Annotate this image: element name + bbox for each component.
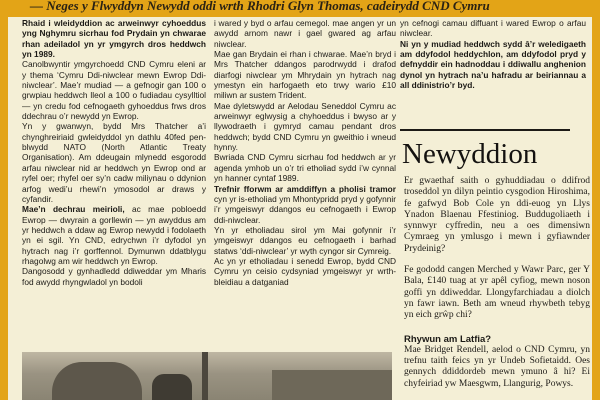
photo-post-shape xyxy=(202,352,208,400)
news-section-title: Newyddion xyxy=(402,138,538,170)
article-paragraph xyxy=(22,204,206,266)
article-paragraph: Canolbwyntir ymgyrchoedd CND Cymru eleni ar y thema ‘Cymru Ddi-niwclear mewn Ewrop Ddi-niwclear’. Mae’r mudiad — a gefnogir gan 100 o grwpiau heddwch lleol a 100 o fudiadau cysylltiol — yn credu fod cefnogaeth gyhoeddus frws dros ddechrau o’r newydd yn Ewrop. xyxy=(22,59,206,122)
article-closing-statement: Ni yn y mudiad heddwch sydd â’r weledigaeth am ddyfodol heddychlon, am ddyfodol pryd y defnyddir ein hadnoddau i ddiwallu anghenion dynol yn hytrach na’u hafradu ar beiriannau a all ddinistrio’r byd. xyxy=(400,38,586,91)
paragraph-continuation: cyn yr is-etholiad ym Mhontypridd pryd y gofynnir i’r ymgeiswyr ddangos eu cefnogaeth i Ewrop ddi-niwclear. xyxy=(214,193,396,225)
article-paragraph: i wared y byd o arfau cemegol. mae angen yr un awydd arnom nawr i gael gwared ag arfau niwclear. xyxy=(214,18,396,49)
article-paragraph: Yn yr etholiadau sirol ym Mai gofynnir i’r ymgeiswyr ddangos eu cefnogaeth i barhad statws ‘ddi-niwclear’ yr wyth cyngor sir Cymreig. xyxy=(214,224,396,256)
newspaper-page xyxy=(8,0,592,400)
article-paragraph: Mae dyletswydd ar Aelodau Seneddol Cymru ac arweinwyr eglwysig a chyhoeddus i bwyso ar y llywodraeth i gymryd camau pendant dros heddwch; bydd CND Cymru yn gweithio i wneud hynny. xyxy=(214,100,396,153)
news-item: Fe gododd cangen Merched y Wawr Parc, ger Y Bala, £140 tuag at yr apêl cyfiog, mewn noson goffi yn ddiweddar. Llongyfarchiadau a diolch yn fawr iawn. Beth am wneud rhywbeth tebyg yn eich grŵp chi? xyxy=(404,265,590,321)
inline-bold-phrase: Trefnir fforwm ar amddiffyn a pholisi tramor xyxy=(214,183,396,194)
photo xyxy=(22,352,392,400)
article-column-3 xyxy=(400,18,586,126)
article-paragraph: Bwriada CND Cymru sicrhau fod heddwch ar yr agenda ymhob un o’r tri etholiad sydd i’w cynnal yn hanner cyntaf 1989. xyxy=(214,152,396,184)
article-column-1 xyxy=(22,18,206,345)
article-paragraph: Mae gan Brydain ei rhan i chwarae. Mae’n bryd i Mrs Thatcher ddangos parodrwydd i drafod diarfogi niwclear ym Mhrydain yn hytrach nag ymestyn ein harfogaeth eto trwy wario £10 miliwn ar sustem Trident. xyxy=(214,49,396,101)
news-item: Mae Bridget Rendell, aelod o CND Cymru, yn trefnu taith feics yn yr Undeb Sofietaidd. Oes gennych ddiddordeb mewn ymuno â hi? Ei chyfeiriad yw Maesgwm, Llangurig, Powys. xyxy=(404,344,590,389)
article-paragraph: Ac yn yr etholiadau i senedd Ewrop, bydd CND Cymru yn ceisio cydsyniad ymgeiswyr yr wrth-bleidiau a datganiad xyxy=(214,255,396,287)
article-paragraph: yn cefnogi camau diffuant i wared Ewrop o arfau niwclear. xyxy=(400,18,586,39)
paragraph-continuation: ac mae pobloedd Ewrop — dwyrain a gorllewin — yn awyddus am yr heddwch a ddaw ag Ewrop newydd i fodolaeth yn ei sgil. Yn CND, edrychwn i’r dyfodol yn hytrach nag i’r gorffennol. Dymunwn ddatblygu rhagolwg am wir heddwch yn Ewrop. xyxy=(22,204,206,266)
article-paragraph xyxy=(214,184,396,225)
section-divider xyxy=(400,129,570,131)
headline-banner: — Neges y Flwyddyn Newydd oddi wrth Rhodri Glyn Thomas, cadeirydd CND Cymru xyxy=(8,0,592,17)
news-item: Er gwaethaf saith o gyhuddiadau o ddifrod troseddol yn dilyn peintio cysgodion Hiroshima, fe gafwyd Bob Cole yn ddi-euog yn Llys Ynadon Blaenau Ffestiniog. Buddugoliaeth i synnwyr cyffredin, neu a oes dimensiwn Cymraeg yn ymlusgo i mewn i gyfiawnder Prydeinig? xyxy=(404,176,590,254)
news-subheading: Rhywun am Latfia? xyxy=(404,333,492,345)
photo-shadow-shape xyxy=(52,362,142,400)
inline-bold-phrase: Mae’n dechrau meirioli, xyxy=(22,204,125,215)
article-lead: Rhaid i wleidyddion ac arweinwyr cyhoeddus yng Nghymru sicrhau fod Prydain yn chwarae rhan adeiladol yn yr ymgyrch dros heddwch yn 1989. xyxy=(22,18,206,60)
photo-figure-shape xyxy=(152,374,192,400)
article-paragraph: Dangosodd y gynhadledd ddiweddar ym Mharis fod awydd rhyngwladol yn bodoli xyxy=(22,266,206,287)
news-section xyxy=(404,176,590,400)
article-column-2 xyxy=(214,18,396,322)
photo-building-shape xyxy=(272,370,392,400)
article-paragraph: Yn y gwanwyn, bydd Mrs Thatcher a’i chynghreiriaid gwleidyddol yn dathlu 40fed pen-blwydd NATO (North Atlantic Treaty Organisation). Am ddeugain mlynedd esgorodd arfau niwclear nid ar heddwch yn Ewrop ond ar ryfel oer; rhyfel oer sy’n cadw miliynau o ddynion arfog wedi’u rhewi’n ymosodol ar draws y cyfandir. xyxy=(22,121,206,204)
